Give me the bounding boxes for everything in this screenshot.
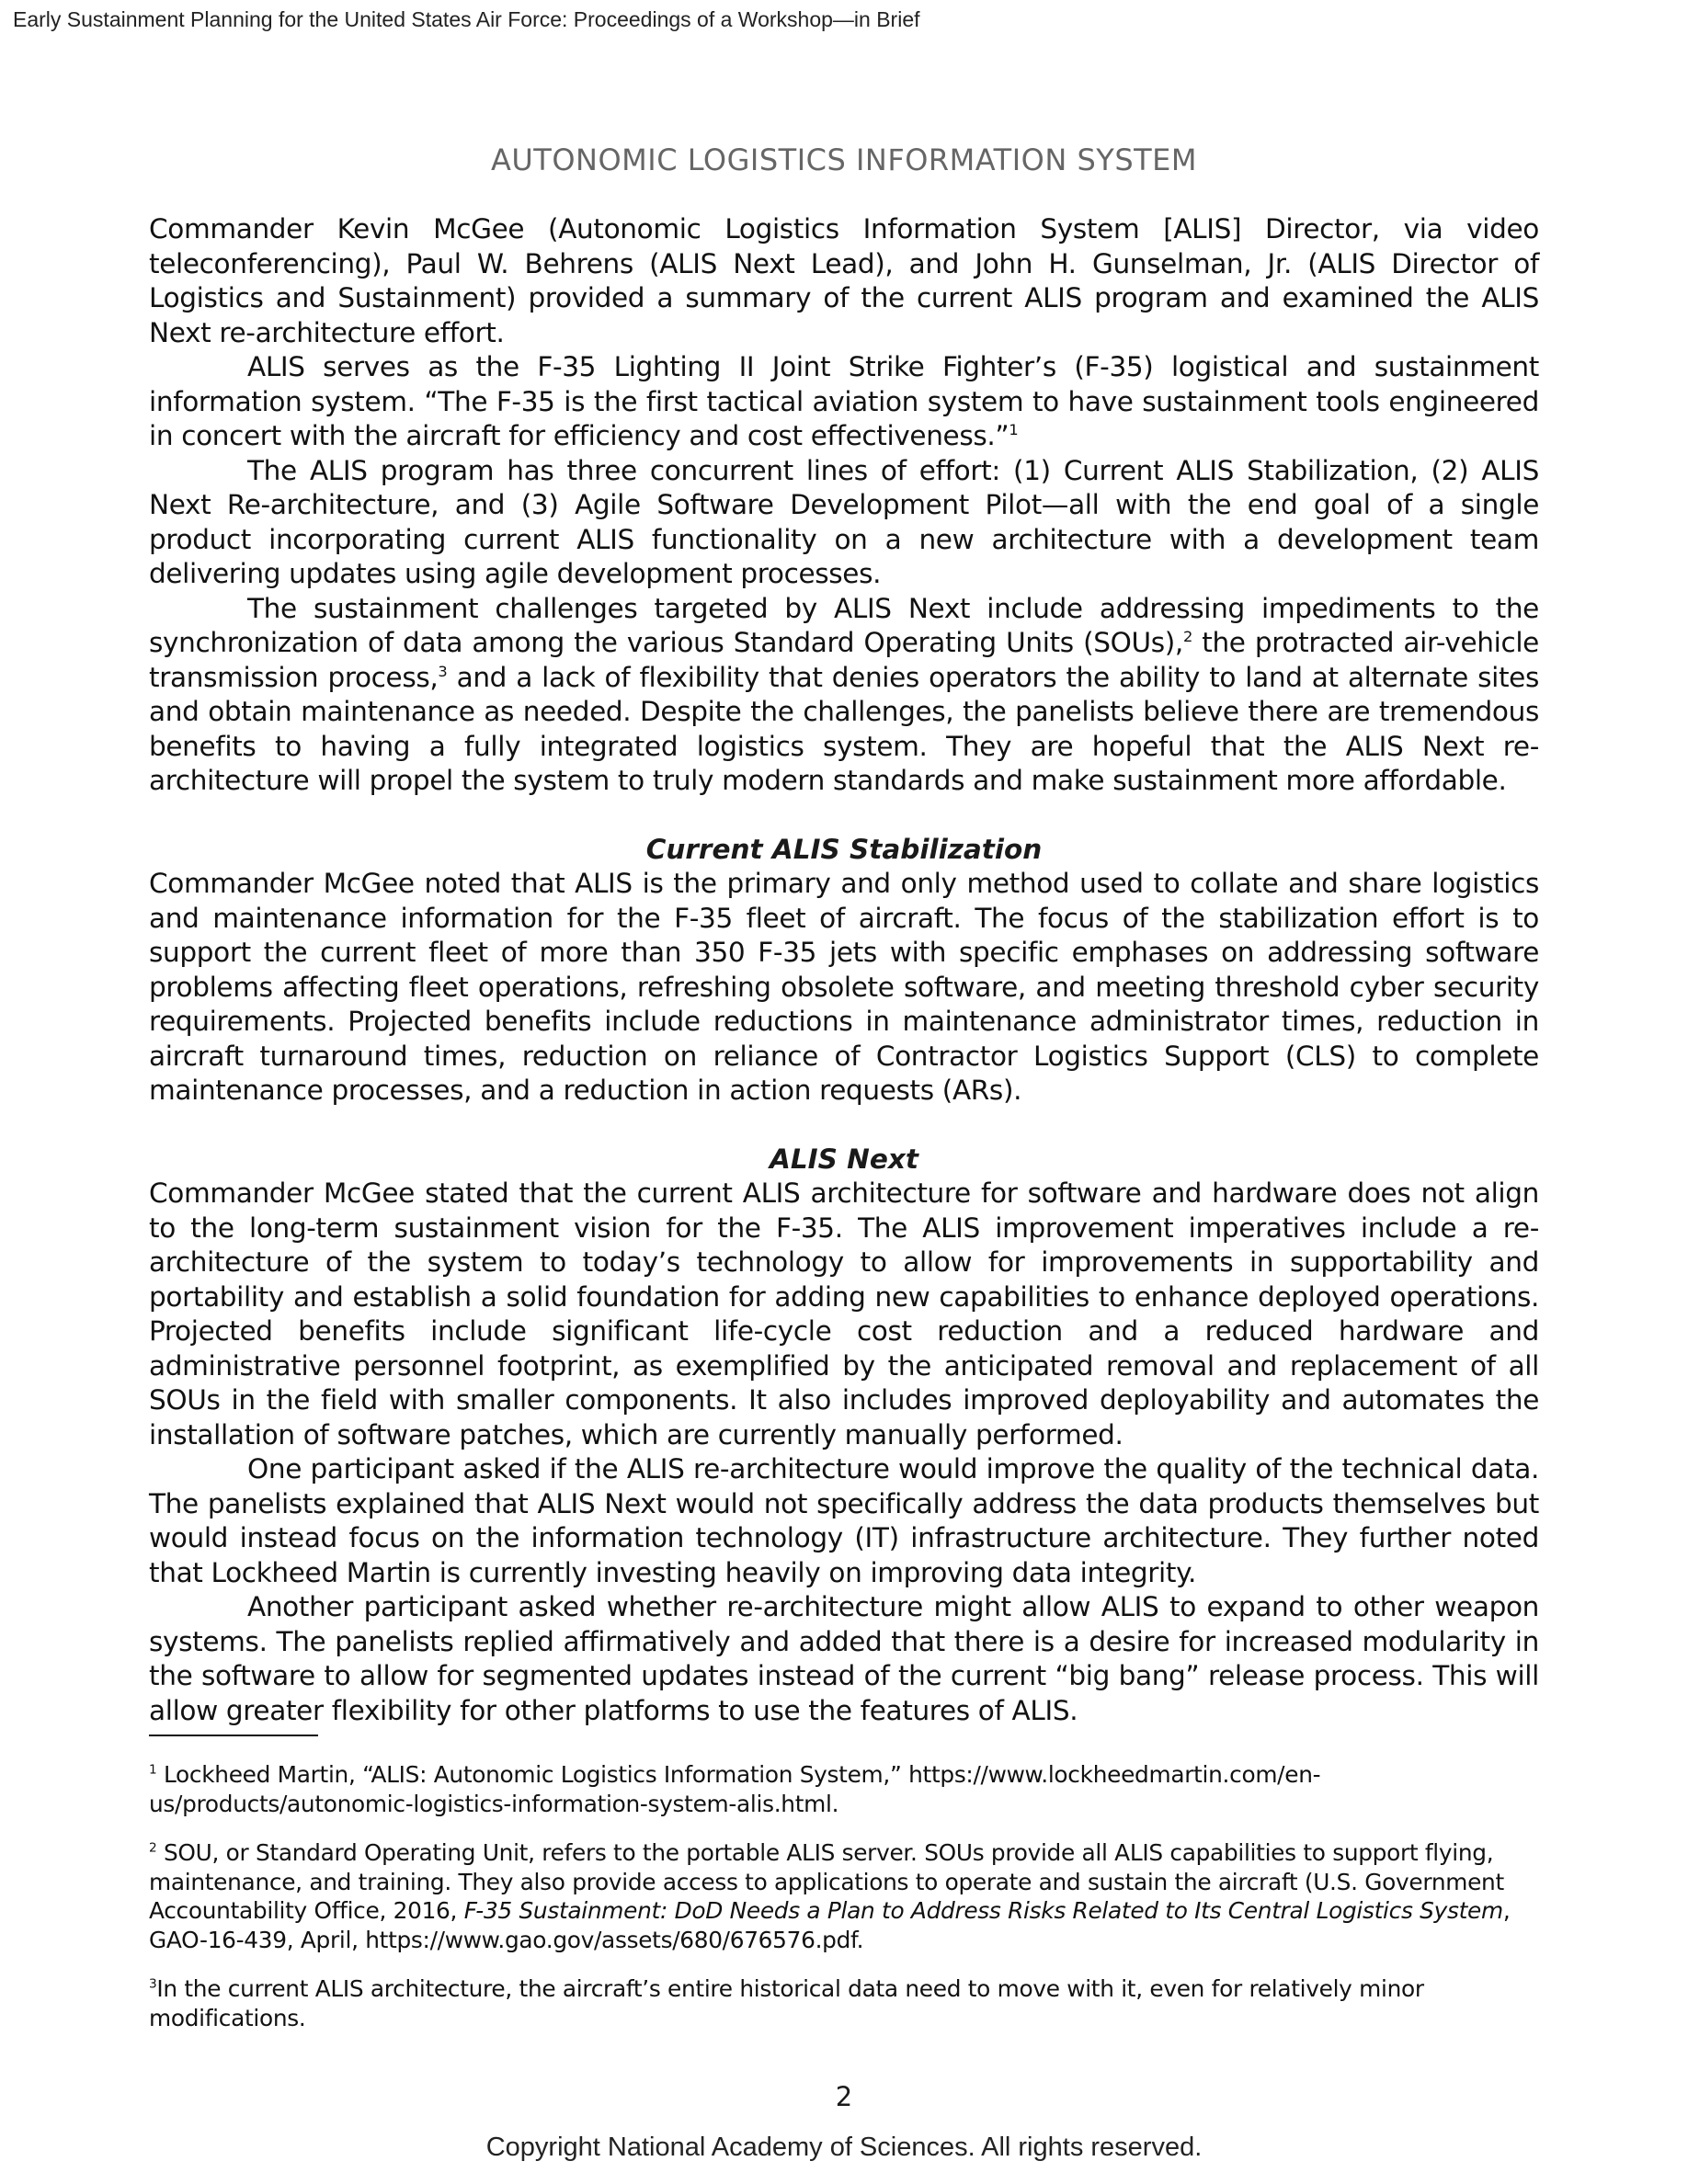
intro-paragraph-4-text-c: and a lack of flexibility that denies operators the ability to land at alternate sites and obtain maintenance as needed. Despite the challenges, the panelists believe there are tremendous benefits to having a fully integrated logistics system. They are hopeful that the ALIS Next re-architecture will propel the system to truly modern standards and make sustainment more affordable.: [149, 661, 1540, 796]
intro-paragraph-4: [149, 592, 1539, 799]
footnote-3-text: In the current ALIS architecture, the aircraft’s entire historical data need to move with it, even for relatively minor modifications.: [149, 1975, 1424, 2031]
alis-next-paragraph-1: Commander McGee stated that the current ALIS architecture for software and hardware does not align to the long-term sustainment vision for the F-35. The ALIS improvement imperatives include a re-architecture of the system to today’s technology to allow for improvements in supportability and portability and establish a solid foundation for adding new capabilities to enhance deployed operations. Projected benefits include significant life-cycle cost reduction and a reduced hardware and administrative personnel footprint, as exemplified by the anticipated removal and replacement of all SOUs in the field with smaller components. It also includes improved deployability and automates the installation of software patches, which are currently manually performed.: [149, 1177, 1539, 1450]
page-number: 2: [835, 2081, 853, 2112]
footnote-1: [149, 1760, 1539, 1818]
running-head: Early Sustainment Planning for the United States Air Force: Proceedings of a Workshop—in Brief: [13, 7, 920, 31]
footnote-ref-1[interactable]: 1: [1009, 421, 1019, 439]
section-title: AUTONOMIC LOGISTICS INFORMATION SYSTEM: [490, 142, 1197, 177]
footnote-2-text-b: , GAO-16-439, April, https://www.gao.gov/assets/680/676576.pdf.: [149, 1897, 1511, 1953]
footnote-1-number: 1: [149, 1762, 157, 1778]
footnote-divider: [149, 1735, 318, 1736]
alis-next-paragraph-3: Another participant asked whether re-architecture might allow ALIS to expand to other weapon systems. The panelists replied affirmatively and added that there is a desire for increased modularity in the software to allow for segmented updates instead of the current “big bang” release process. This will allow greater flexibility for other platforms to use the features of ALIS.: [149, 1591, 1539, 1726]
main-content: [149, 142, 1539, 1728]
intro-paragraph-3: The ALIS program has three concurrent lines of effort: (1) Current ALIS Stabilization, (2) ALIS Next Re-architecture, and (3) Agile Software Development Pilot—all with the end goal of a single product incorporating current ALIS functionality on a new architecture with a development team delivering updates using agile development processes.: [149, 454, 1539, 589]
footnotes: [149, 1760, 1539, 2053]
footnote-1-text: Lockheed Martin, “ALIS: Autonomic Logistics Information System,” https://www.lockheedmartin.com/en-us/products/autonomic-logistics-information-system-alis.html.: [149, 1761, 1321, 1817]
footnote-2-number: 2: [149, 1840, 157, 1856]
footnote-2-report-title: F-35 Sustainment: DoD Needs a Plan to Address Risks Related to Its Central Logistics System: [463, 1897, 1503, 1924]
footnote-2: [149, 1838, 1539, 1954]
footnote-3-number: 3: [149, 1976, 157, 1992]
subheading-current-alis-stabilization: Current ALIS Stabilization: [645, 833, 1043, 865]
subheading-alis-next: ALIS Next: [770, 1143, 918, 1175]
intro-paragraph-1: Commander Kevin McGee (Autonomic Logistics Information System [ALIS] Director, via video teleconferencing), Paul W. Behrens (ALIS Next Lead), and John H. Gunselman, Jr. (ALIS Director of Logistics and Sustainment) provided a summary of the current ALIS program and examined the ALIS Next re-architecture effort.: [149, 213, 1539, 348]
footnote-ref-2[interactable]: 2: [1182, 628, 1192, 646]
intro-paragraph-2-text: ALIS serves as the F-35 Lighting II Joint Strike Fighter’s (F-35) logistical and sustainment information system. “The F-35 is the first tactical aviation system to have sustainment tools engineered in concert with the aircraft for efficiency and cost effectiveness.”: [149, 351, 1539, 451]
footnote-2-text-a: SOU, or Standard Operating Unit, refers to the portable ALIS server. SOUs provide all ALIS capabilities to support flying, maintenance, and training. They also provide access to applications to operate and sustain the aircraft (U.S. Government Accountability Office, 2016,: [149, 1839, 1504, 1924]
intro-paragraph-2: [149, 350, 1539, 454]
intro-paragraph-4-text-b: the protracted air-vehicle transmission process,: [149, 627, 1539, 693]
footnote-3: [149, 1974, 1539, 2032]
stabilization-paragraph-1: Commander McGee noted that ALIS is the primary and only method used to collate and share logistics and maintenance information for the F-35 fleet of aircraft. The focus of the stabilization effort is to support the current fleet of more than 350 F-35 jets with specific emphases on addressing software problems affecting fleet operations, refreshing obsolete software, and meeting threshold cyber security requirements. Projected benefits include reductions in maintenance administrator times, reduction in aircraft turnaround times, reduction on reliance of Contractor Logistics Support (CLS) to complete maintenance processes, and a reduction in action requests (ARs).: [149, 868, 1539, 1106]
intro-paragraph-4-text-a: The sustainment challenges targeted by ALIS Next include addressing impediments to the synchronization of data among the various Standard Operating Units (SOUs),: [149, 592, 1539, 658]
alis-next-paragraph-2: One participant asked if the ALIS re-architecture would improve the quality of the technical data. The panelists explained that ALIS Next would not specifically address the data products themselves but would instead focus on the information technology (IT) infrastructure architecture. They further noted that Lockheed Martin is currently investing heavily on improving data integrity.: [149, 1453, 1539, 1588]
copyright-notice: Copyright National Academy of Sciences. All rights reserved.: [485, 2133, 1203, 2162]
footnote-ref-3[interactable]: 3: [438, 662, 448, 680]
